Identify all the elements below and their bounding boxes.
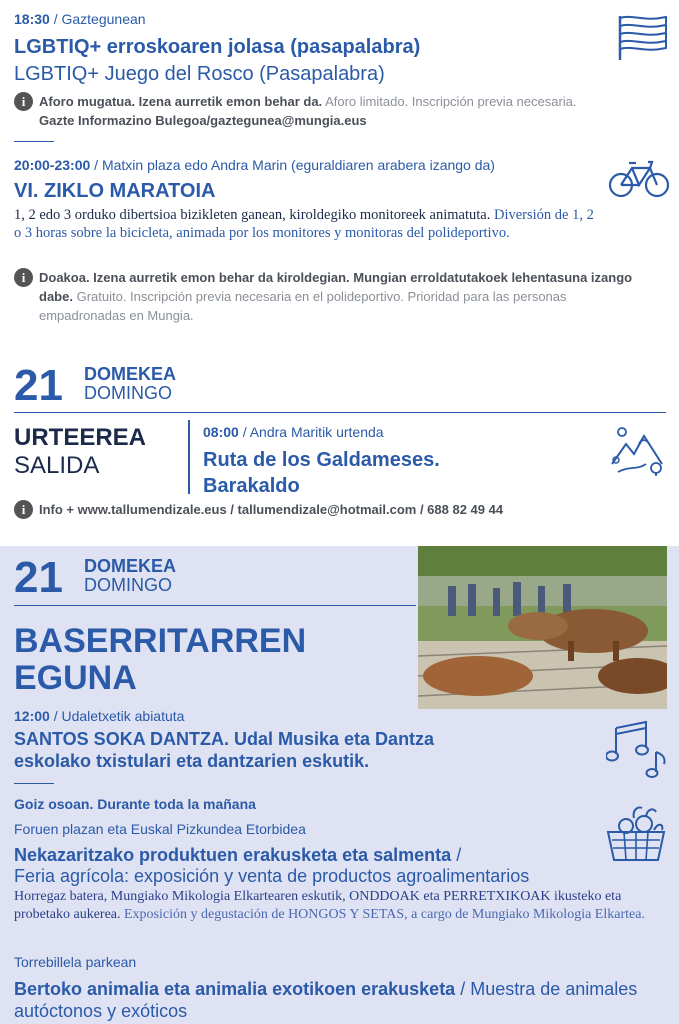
event2-desc [14, 206, 594, 242]
fair-where: Foruen plazan eta Euskal Pizkundea Etorbidea [14, 821, 306, 837]
outing-label-es: SALIDA [14, 452, 100, 479]
outing-title-line1: Ruta de los Galdameses. [203, 449, 440, 471]
dance-time: 12:00 [14, 708, 50, 724]
fair-desc [14, 888, 670, 924]
flag-icon [616, 12, 670, 62]
dance-location: / Udaletxetik abiatuta [49, 708, 185, 724]
info-icon: i [14, 268, 33, 287]
event2-info-bold: Doakoa. Izena aurretik emon behar da kiroldegian. Mungian erroldatutakoek lehentasuna izango dabe. [39, 270, 633, 304]
outing-time: 08:00 [203, 424, 239, 440]
day1-name-es: DOMINGO [84, 383, 172, 403]
dance-title-line1: SANTOS SOKA DANTZA. Udal Musika eta Dantza [14, 729, 435, 749]
animals-where: Torrebillela parkean [14, 954, 137, 970]
day1-name-eu: DOMEKEA [84, 364, 177, 384]
info-icon: i [14, 92, 33, 111]
fair-when: Goiz osoan. Durante toda la mañana [14, 796, 256, 812]
fair-title-eu: Nekazaritzako produktuen erakusketa eta salmenta / [14, 845, 462, 865]
cattle-photo [418, 546, 667, 709]
event1-location: / Gaztegunean [49, 11, 146, 27]
divider [14, 783, 54, 784]
outing-info: Info + www.tallumendizale.eus / tallumendizale@hotmail.com / 688 82 49 44 [39, 502, 504, 517]
fair-desc-light: Exposición y degustación de HONGOS Y SETAS, a cargo de Mungiako Mikologia Elkartea. [120, 907, 645, 922]
event1-info [39, 92, 669, 111]
event1-info-line2: Gazte Informazino Bulegoa/gaztegunea@mungia.eus [39, 113, 367, 128]
divider [14, 141, 54, 142]
animals-title: Bertoko animalia eta animalia exotikoen erakusketa / Muestra de animales autóctonos y exóticos [14, 979, 638, 1021]
event1-info-bold: Aforo mugatua. Izena aurretik emon behar da. [39, 94, 323, 109]
event2-location: / Matxin plaza edo Andra Marin (eguraldiaren arabera izango da) [90, 157, 495, 173]
day2-name-eu: DOMEKEA [84, 556, 177, 576]
fair-title-es: Feria agrícola: exposición y venta de productos agroalimentarios [14, 866, 530, 886]
event1-title-es: LGBTIQ+ Juego del Rosco (Pasapalabra) [14, 63, 385, 85]
day1-number: 21 [14, 361, 63, 410]
event2-time: 20:00-23:00 [14, 157, 91, 173]
day2-title-line1: BASERRITARREN [14, 622, 307, 660]
day2-divider [14, 605, 416, 606]
fair-desc-bold: Horregaz batera, Mungiako Mikologia Elkartearen eskutik, ONDDOAK eta PERRETXIKOAK ikusteko eta probetako aukerea. [14, 889, 622, 922]
day2-number: 21 [14, 553, 63, 602]
event2-header [14, 157, 495, 175]
outing-location: / Andra Maritik urtenda [238, 424, 384, 440]
event1-header [14, 11, 146, 29]
day1-divider [14, 412, 666, 413]
outing-header [203, 424, 384, 442]
music-notes-icon [606, 718, 670, 778]
day2-name-es: DOMINGO [84, 575, 172, 595]
event2-desc-bold: 1, 2 edo 3 orduko dibertsioa bizikleten ganean, kiroldegiko monitoreek animatuta. [14, 207, 491, 223]
event1-time: 18:30 [14, 11, 50, 27]
outing-label-eu: URTEEREA [14, 424, 147, 451]
event2-title: VI. ZIKLO MARATOIA [14, 180, 216, 202]
dance-title-line2: eskolako txistulari eta dantzarien eskutik. [14, 751, 370, 771]
dance-header [14, 708, 184, 726]
event2-info-light: Gratuito. Inscripción previa necesaria en el polideportivo. Prioridad para las personas empadronadas en Mungia. [39, 289, 567, 323]
info-icon: i [14, 500, 33, 519]
event2-desc-light: Diversión de 1, 2 o 3 horas sobre la bicicleta, animada por los monitores y monitoras del polideportivo. [14, 207, 594, 241]
outing-title-line2: Barakaldo [203, 475, 300, 497]
mountain-icon [610, 424, 666, 476]
outing-divider [188, 420, 190, 494]
day2-title-line2: EGUNA [14, 659, 137, 697]
bicycle-icon [608, 154, 670, 200]
event1-info-light: Aforo limitado. Inscripción previa necesaria. [322, 94, 577, 109]
event1-title-eu: LGBTIQ+ erroskoaren jolasa (pasapalabra) [14, 36, 421, 58]
event2-info [39, 268, 639, 325]
basket-icon [604, 804, 668, 864]
